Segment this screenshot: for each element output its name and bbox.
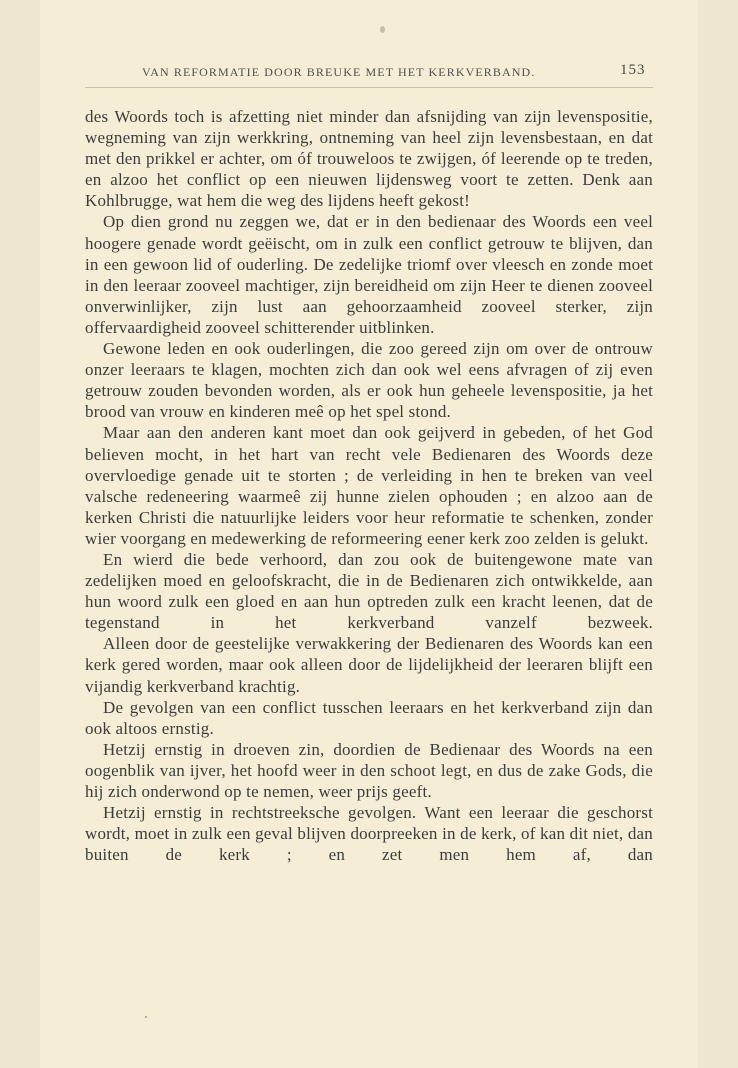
paragraph: Maar aan den anderen kant moet dan ook geijverd in gebeden, of het God believen mocht, in het hart van recht vele Bedienaren des Woords deze overvloedige genade uit te storten ; de verleiding in hen te breken van veel valsche redeneering waarmeê zij hunne zielen ophouden ; en alzoo aan de kerken Christi die natuurlijke leiders voor heur reformatie te schenken, zonder wier voorgang en medewerking de reformeering eener kerk zoo zelden is gelukt. [85, 423, 653, 548]
header-rule [85, 87, 653, 88]
running-head [85, 62, 653, 82]
paragraph: Gewone leden en ook ouderlingen, die zoo gereed zijn om over de ontrouw onzer leeraars te klagen, mochten zich dan ook wel eens afvragen of zij even getrouw zouden bevonden worden, als er ook hun geheele levenspositie, ja het brood van vrouw en kinderen meê op het spel stond. [85, 339, 653, 422]
paragraph: En wierd die bede verhoord, dan zou ook de buitengewone mate van zedelijken moed en geloofskracht, die in de Bedienaren zich ontwikkelde, aan hun woord zulk een gloed en aan hun optreden zulk een kracht leenen, dat de tegenstand in het kerkverband vanzelf bezweek. [85, 549, 653, 633]
paragraph: Op dien grond nu zeggen we, dat er in den bedienaar des Woords een veel hoogere genade wordt geëischt, om in zulk een conflict getrouw te blijven, dan in een gewoon lid of ouderling. De zedelijke triomf over vleesch en zonde moet in den leeraar zooveel machtiger, zijn bereidheid om zijn Heer te dienen zooveel onverwinlijker, zijn lust aan gehoorzaamheid zooveel sterker, zijn offervaardigheid zooveel schitterender uitblinken. [85, 212, 653, 337]
body-text [85, 106, 653, 865]
paragraph: Hetzij ernstig in rechtstreeksche gevolgen. Want een leeraar die geschorst wordt, moet in zulk een geval blijven doorpreeken in de kerk, of kan dit niet, dan buiten de kerk ; en zet men hem af, dan [85, 803, 653, 865]
paragraph: Hetzij ernstig in droeven zin, doordien de Bedienaar des Woords na een oogenblik van ijver, het hoofd weer in den schoot legt, en dus de zake Gods, die hij zich onderwond op te nemen, weer prijs geeft. [85, 739, 653, 801]
paragraph: des Woords toch is afzetting niet minder dan afsnijding van zijn levenspositie, wegneming van zijn werkkring, ontneming van heel zijn levensbestaan, en dat met den prikkel er achter, om óf trouweloos te zwijgen, óf leerende op te treden, en alzoo het conflict op een nieuwen lijdensweg voort te zetten. Denk aan Kohlbrugge, wat hem die weg des lijdens heeft gekost! [85, 107, 653, 211]
paragraph: Alleen door de geestelijke verwakkering der Bedienaren des Woords kan een kerk gered worden, maar ook alleen door de lijdelijkheid der leeraren blijft een vijandig kerkverband krachtig. [85, 634, 653, 696]
paragraph: De gevolgen van een conflict tusschen leeraars en het kerkverband zijn dan ook altoos ernstig. [85, 697, 653, 738]
page-speck [380, 26, 385, 33]
page-speck-bottom [145, 1016, 147, 1018]
running-head-title: VAN REFORMATIE DOOR BREUKE MET HET KERKVERBAND. [142, 65, 536, 79]
page-number: 153 [620, 62, 646, 78]
